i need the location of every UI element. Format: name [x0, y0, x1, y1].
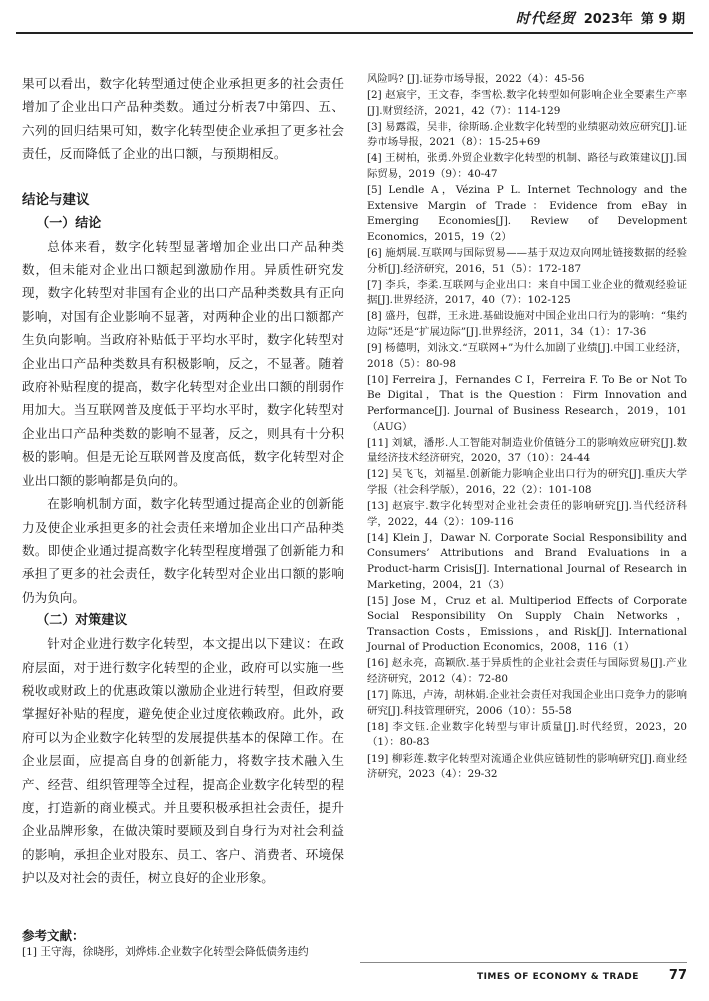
page-number: 77	[668, 968, 687, 983]
reference-item: [9] 杨德明，刘泳文.“互联网+”为什么加剧了业绩[J].中国工业经济，2018（5）：80-98	[367, 342, 687, 370]
reference-1: [1] 王守海，徐晓彤，刘烨炜.企业数字化转型会降低债务违约	[22, 946, 309, 958]
reference-item: [5] Lendle A，Vézina P L. Internet Technology and the Extensive Margin of Trade：Evidence from eBay in Emerging Economies[J]. Review of Development Economics，2015，19（2）	[367, 184, 687, 243]
reference-item: [11] 刘斌，潘彤.人工智能对制造业价值链分工的影响效应研究[J].数量经济技术经济研究，2020，37（10）：24-44	[367, 436, 687, 465]
references-list	[367, 72, 687, 783]
header-rule	[16, 32, 693, 34]
reference-item: [14] Klein J，Dawar N. Corporate Social Responsibility and Consumers’ Attributions and Brand Evaluations in a Product-harm Crisis[J]. International Journal of Research in Marketing，2004，21（3）	[367, 531, 687, 591]
conclusion-paragraph-1: 总体来看，数字化转型显著增加企业出口产品种类数，但未能对企业出口额起到激励作用。异质性研究发现，数字化转型对非国有企业的出口产品种类数具有正向影响，对国有企业影响不显著，对两种企业的出口额都产生负向影响。当政府补贴低于平均水平时，数字化转型对企业出口产品种类数具有积极影响，反之，不显著。随着政府补贴程度的提高，数字化转型对企业出口额的削弱作用加大。当互联网普及度低于平均水平时，数字化转型对企业出口产品种类数的影响不显著，反之，则具有十分积极的影响。但是无论互联网普及度高低，数字化转型对企业出口额的影响都是负向的。	[22, 238, 344, 488]
suggestions-paragraph: 针对企业进行数字化转型，本文提出以下建议：在政府层面，对于进行数字化转型的企业，政府可以实施一些税收或财政上的优惠政策以激励企业进行转型，但政府要掌握好补贴的程度，避免使企业过度依赖政府。此外，政府可以为企业数字化转型的发展提供基本的保障工作。在企业层面，应提高自身的创新能力，将数字技术融入生产、经营、组织管理等全过程，提高企业数字化转型的程度，打造新的商业模式。并且要积极承担社会责任，提升企业品牌形象，在做决策时要顾及到自身行为对社会利益的影响，承担企业对股东、员工、客户、消费者、环境保护以及对社会的责任，树立良好的企业形象。	[22, 636, 344, 886]
subsection-title-conclusion: （一）结论	[36, 215, 102, 231]
reference-item: [17] 陈迅，卢涛，胡林娟.企业社会责任对我国企业出口竞争力的影响研究[J].科技管理研究，2006（10）：55-58	[367, 689, 687, 717]
conclusion-paragraph-2: 在影响机制方面，数字化转型通过提高企业的创新能力及使企业承担更多的社会责任来增加企业出口产品种类数。即使企业通过提高数字化转型程度增强了创新能力和承担了更多的社会责任，数字化转型对企业出口额的影响仍为负向。	[22, 496, 344, 605]
reference-item: [19] 柳彩莲.数字化转型对流通企业供应链韧性的影响研究[J].商业经济研究，2023（4）：29-32	[367, 752, 687, 781]
reference-item: [16] 赵永亮，高颖欣.基于异质性的企业社会责任与国际贸易[J].产业经济研究，2012（4）：72-80	[367, 657, 687, 686]
references-title: 参考文献：	[22, 928, 85, 943]
left-column	[22, 72, 344, 890]
reference-item: [18] 李文钰.企业数字化转型与审计质量[J].时代经贸，2023，20（1）：80-83	[367, 720, 687, 749]
reference-item: [12] 吴飞飞，刘福星.创新能力影响企业出口行为的研究[J].重庆大学学报（社会科学版），2016，22（2）：101-108	[367, 468, 687, 496]
reference-item: [8] 盛丹，包群，王永进.基础设施对中国企业出口行为的影响：“集约边际”还是“扩展边际”[J].世界经济，2011，34（1）：17-36	[367, 310, 687, 338]
reference-item: 风险吗? [J].证券市场导报，2022（4）：45-56	[367, 73, 585, 85]
reference-item: [3] 易露霞，吴非，徐斯旸.企业数字化转型的业绩驱动效应研究[J].证券市场导报，2021（8）：15-25+69	[367, 120, 687, 149]
reference-item: [15] Jose M，Cruz et al. Multiperiod Effects of Corporate Social Responsibility On Supply Chain Networks，Transaction Costs，Emissions，and Risk[J]. International Journal of Production Economics，2008，116（1）	[367, 594, 687, 654]
journal-english-name: TIMES OF ECONOMY & TRADE	[476, 972, 639, 982]
issue-number: 第 9 期	[640, 12, 685, 27]
intro-paragraph: 果可以看出，数字化转型通过使企业承担更多的社会责任增加了企业出口产品种类数。通过分析表7中第四、五、六列的回归结果可知，数字化转型使企业承担了更多社会责任，反而降低了企业的出口额，与预期相反。	[22, 76, 344, 162]
issue-year: 2023年	[583, 12, 633, 27]
reference-item: [4] 王树柏，张勇.外贸企业数字化转型的机制、路径与政策建议[J].国际贸易，2019（9）：40-47	[367, 152, 687, 181]
page-header	[516, 8, 685, 28]
reference-item: [13] 赵宸宇.数字化转型对企业社会责任的影响研究[J].当代经济科学，2022，44（2）：109-116	[367, 500, 687, 528]
magazine-title: 时代经贸	[515, 11, 576, 27]
section-title: 结论与建议	[22, 191, 90, 208]
subsection-title-suggestions: （二）对策建议	[36, 613, 128, 629]
reference-item: [6] 施炳展.互联网与国际贸易——基于双边双向网址链接数据的经验分析[J].经济研究，2016，51（5）：172-187	[367, 247, 687, 275]
page-footer	[477, 968, 687, 983]
reference-item: [7] 李兵，李柔.互联网与企业出口：来自中国工业企业的微观经验证据[J].世界经济，2017，40（7）：102-125	[367, 278, 687, 307]
reference-item: [2] 赵宸宇，王文春，李雪松.数字化转型如何影响企业全要素生产率[J].财贸经济，2021，42（7）：114-129	[367, 89, 687, 117]
reference-item: [10] Ferreira J，Fernandes C I，Ferreira F. To Be or Not To Be Digital，That is the Question：Firm Innovation and Performance[J]. Journal of Business Research，2019，101（AUG）	[367, 373, 687, 433]
footer-rule	[360, 962, 687, 963]
